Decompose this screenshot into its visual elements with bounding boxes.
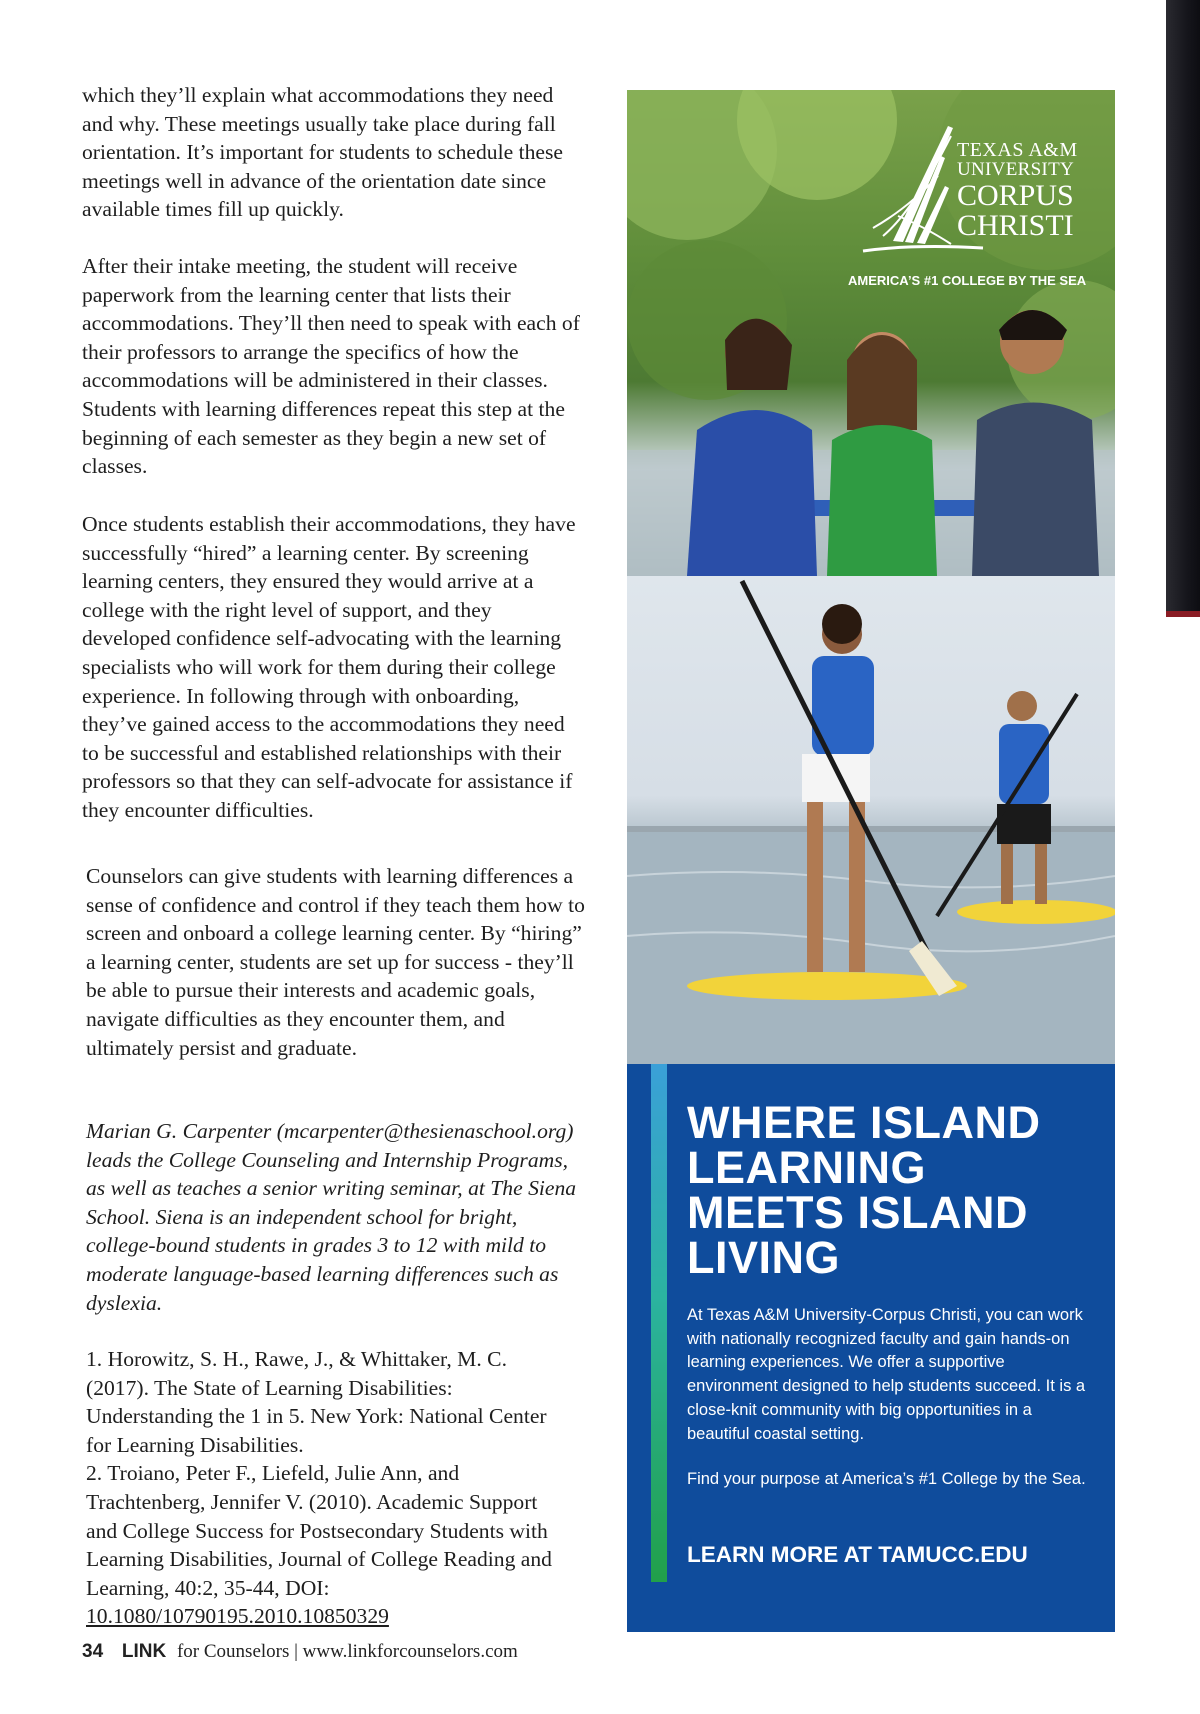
page-footer [82, 1641, 518, 1663]
article-paragraph-3: Once students establish their accommodations, they have successfully “hired” a learning center. By screening learning centers, they ensured they would arrive at a college with the right level of support, and they developed confidence self-advocating with the learning specialists who will work for them during their college experience. In following through with onboarding, they’ve gained access to the accommodations they need to be successful and established relationships with their professors so that they can self-advocate for assistance if they encounter difficulties. [82, 512, 576, 822]
students-photo [627, 90, 1115, 576]
ad-tagline: AMERICA’S #1 COLLEGE BY THE SEA [848, 273, 1087, 288]
author-bio: Marian G. Carpenter (mcarpenter@thesienaschool.org) leads the College Counseling and Internship Programs, as well as teaches a senior writing seminar, at The Siena School. Siena is an independent school for bright, college-bound students in grades 3 to 12 with mild to moderate language-based learning differences such as dyslexia. [86, 1119, 577, 1315]
article-paragraph-2: After their intake meeting, the student will receive paperwork from the learning center that lists their accommodations. They’ll then need to speak with each of their professors to arrange the specifics of how the accommodations will be administered in their classes. Students with learning differences repeat this step at the beginning of each semester as they begin a new set of classes. [82, 254, 580, 479]
adjacent-page-edge [1166, 0, 1200, 617]
reference-1: 1. Horowitz, S. H., Rawe, J., & Whittaker, M. C. (2017). The State of Learning Disabilities: Understanding the 1 in 5. New York: National Center for Learning Disabilities. [86, 1347, 547, 1457]
accent-bar [651, 1064, 667, 1582]
university-advertisement[interactable] [627, 90, 1115, 1632]
doi-link[interactable]: 10.1080/10790195.2010.10850329 [86, 1604, 389, 1629]
paddleboard-photo [627, 576, 1115, 1064]
page-number: 34 [82, 1641, 104, 1662]
ad-body-text: At Texas A&M University-Corpus Christi, you can work with nationally recognized faculty and gain hands-on learning experiences. We offer a supportive environment designed to help students succeed. It is a close-knit community with big opportunities in a beautiful coastal setting. [687, 1306, 1086, 1443]
article-paragraph-4: Counselors can give students with learning differences a sense of confidence and control if they teach them how to screen and onboard a college learning center. By “hiring” a learning center, students are set up for success - they’ll be able to pursue their interests and academic goals, navigate difficulties as they encounter them, and ultimately persist and graduate. [86, 864, 585, 1060]
footer-brand: LINK [121, 1641, 167, 1662]
reference-2: 2. Troiano, Peter F., Liefeld, Julie Ann, and Trachtenberg, Jennifer V. (2010). Academic Support and College Success for Postsecondary Students with Learning Disabilities, Journal of College Reading and Learning, 40:2, 35-44, DOI: 10.1080/10790195.2010.10850329 [86, 1461, 552, 1629]
ad-cta-link[interactable]: LEARN MORE AT TAMUCC.EDU [687, 1542, 1028, 1567]
ad-text-panel [627, 1064, 1115, 1632]
ad-headline: WHERE ISLAND LEARNING MEETS ISLAND LIVING [687, 1097, 1041, 1283]
paddleboard-illustration [627, 576, 1115, 1064]
university-wordmark: TEXAS A&M UNIVERSITY CORPUS CHRISTI [957, 139, 1078, 242]
references [86, 1345, 566, 1631]
footer-text: for Counselors | www.linkforcounselors.com [176, 1641, 518, 1662]
ad-body-text-2: Find your purpose at America’s #1 College by the Sea. [687, 1470, 1086, 1488]
article-paragraph-1: which they’ll explain what accommodations they need and why. These meetings usually take place during fall orientation. It’s important for students to schedule these meetings well in advance of the orientation date since available times fill up quickly. [82, 83, 563, 222]
